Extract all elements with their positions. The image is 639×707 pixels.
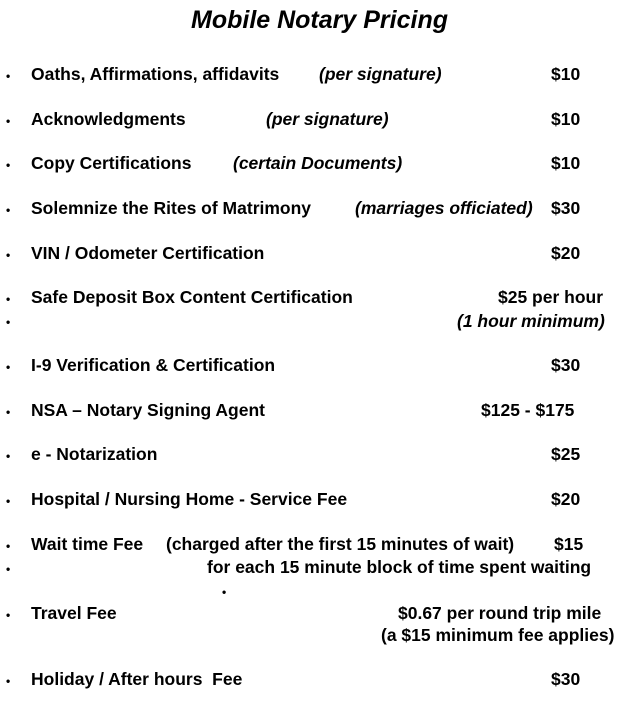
item-price: $30 xyxy=(551,198,581,218)
bullet: • xyxy=(6,248,11,262)
bullet: • xyxy=(6,315,11,329)
item-label: Acknowledgments xyxy=(31,109,186,129)
item-label: Hospital / Nursing Home - Service Fee xyxy=(31,489,348,509)
item-price: $25 xyxy=(551,444,581,464)
bullet: • xyxy=(6,608,11,622)
item-label: Holiday / After hours Fee xyxy=(31,669,243,689)
item-label: Safe Deposit Box Content Certification xyxy=(31,287,353,307)
item-extra: for each 15 minute block of time spent waiting xyxy=(207,557,592,577)
item-price-note: (1 hour minimum) xyxy=(457,311,605,331)
item-price: $30 xyxy=(551,669,581,689)
item-note: (certain Documents) xyxy=(233,153,403,173)
bullet: • xyxy=(6,494,11,508)
item-price: $25 per hour xyxy=(498,287,604,307)
bullet: • xyxy=(6,674,11,688)
item-label: e - Notarization xyxy=(31,444,158,464)
bullet: • xyxy=(6,539,11,553)
item-price: $15 xyxy=(554,534,584,554)
item-label: Copy Certifications xyxy=(31,153,192,173)
item-label: Solemnize the Rites of Matrimony xyxy=(31,198,312,218)
item-note: (charged after the first 15 minutes of wait) xyxy=(166,534,515,554)
page-title: Mobile Notary Pricing xyxy=(191,6,448,34)
item-price: $10 xyxy=(551,109,581,129)
bullet: • xyxy=(6,114,11,128)
item-price: $10 xyxy=(551,153,581,173)
item-label: Travel Fee xyxy=(31,603,117,623)
item-label: Wait time Fee xyxy=(31,534,144,554)
bullet: • xyxy=(6,292,11,306)
item-price: $20 xyxy=(551,243,581,263)
bullet: • xyxy=(222,585,227,599)
bullet: • xyxy=(6,405,11,419)
item-note: (per signature) xyxy=(319,64,442,84)
item-label: NSA – Notary Signing Agent xyxy=(31,400,265,420)
bullet: • xyxy=(6,69,11,83)
item-label: Oaths, Affirmations, affidavits xyxy=(31,64,280,84)
item-price: $125 - $175 xyxy=(481,400,575,420)
item-price: $0.67 per round trip mile xyxy=(398,603,602,623)
item-price: $10 xyxy=(551,64,581,84)
bullet: • xyxy=(6,449,11,463)
bullet: • xyxy=(6,203,11,217)
bullet: • xyxy=(6,360,11,374)
item-label: VIN / Odometer Certification xyxy=(31,243,265,263)
item-price: $30 xyxy=(551,355,581,375)
item-label: I-9 Verification & Certification xyxy=(31,355,276,375)
item-price-note: (a $15 minimum fee applies) xyxy=(381,625,615,645)
item-price: $20 xyxy=(551,489,581,509)
bullet: • xyxy=(6,562,11,576)
bullet: • xyxy=(6,158,11,172)
item-note: (marriages officiated) xyxy=(355,198,533,218)
item-note: (per signature) xyxy=(266,109,389,129)
